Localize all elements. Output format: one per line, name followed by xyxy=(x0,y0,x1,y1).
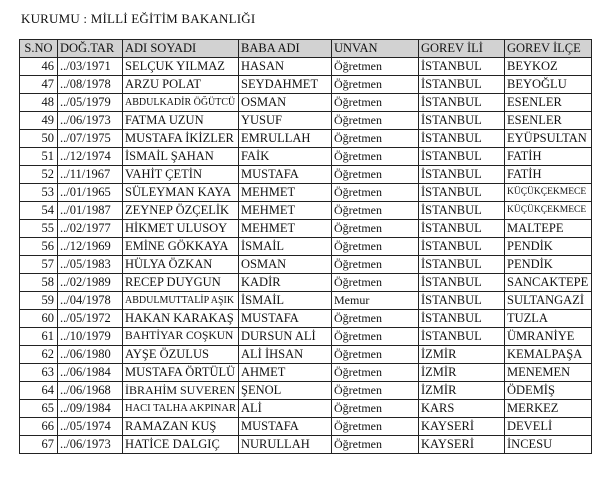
table-row xyxy=(20,274,592,292)
column-header-province: GOREV İLİ xyxy=(419,40,505,58)
title-cell: Öğretmen xyxy=(332,400,419,418)
sno-cell: 66 xyxy=(20,418,58,436)
birth-date-cell: ../03/1971 xyxy=(58,58,123,76)
province-cell: KAYSERİ xyxy=(419,418,505,436)
district-cell: MERKEZ xyxy=(505,400,592,418)
father-name-cell: MUSTAFA xyxy=(239,166,332,184)
province-cell: KARS xyxy=(419,400,505,418)
birth-date-cell: ../08/1978 xyxy=(58,76,123,94)
sno-cell: 65 xyxy=(20,400,58,418)
father-name-cell: EMRULLAH xyxy=(239,130,332,148)
name-cell: ZEYNEP ÖZÇELİK xyxy=(123,202,239,220)
father-name-cell: MEHMET xyxy=(239,220,332,238)
birth-date-cell: ../05/1983 xyxy=(58,256,123,274)
table-row xyxy=(20,310,592,328)
father-name-cell: MUSTAFA xyxy=(239,418,332,436)
district-cell: İNCESU xyxy=(505,436,592,454)
name-cell: FATMA UZUN xyxy=(123,112,239,130)
table-row xyxy=(20,418,592,436)
table-row xyxy=(20,328,592,346)
name-cell: HÜLYA ÖZKAN xyxy=(123,256,239,274)
table-row xyxy=(20,292,592,310)
district-cell: SANCAKTEPE xyxy=(505,274,592,292)
title-cell: Öğretmen xyxy=(332,256,419,274)
title-cell: Öğretmen xyxy=(332,382,419,400)
title-cell: Öğretmen xyxy=(332,220,419,238)
father-name-cell: MUSTAFA xyxy=(239,310,332,328)
table-row xyxy=(20,346,592,364)
father-name-cell: OSMAN xyxy=(239,94,332,112)
sno-cell: 51 xyxy=(20,148,58,166)
district-cell: ÜMRANİYE xyxy=(505,328,592,346)
sno-cell: 53 xyxy=(20,184,58,202)
district-cell: BEYOĞLU xyxy=(505,76,592,94)
table-header-row xyxy=(20,40,592,58)
sno-cell: 56 xyxy=(20,238,58,256)
title-cell: Öğretmen xyxy=(332,328,419,346)
birth-date-cell: ../06/1973 xyxy=(58,112,123,130)
district-cell: TUZLA xyxy=(505,310,592,328)
father-name-cell: OSMAN xyxy=(239,256,332,274)
district-cell: KEMALPAŞA xyxy=(505,346,592,364)
father-name-cell: ALİ xyxy=(239,400,332,418)
province-cell: İSTANBUL xyxy=(419,310,505,328)
district-cell: FATİH xyxy=(505,148,592,166)
sno-cell: 55 xyxy=(20,220,58,238)
father-name-cell: İSMAİL xyxy=(239,292,332,310)
column-header-title: UNVAN xyxy=(332,40,419,58)
province-cell: İSTANBUL xyxy=(419,220,505,238)
name-cell: SÜLEYMAN KAYA xyxy=(123,184,239,202)
birth-date-cell: ../06/1968 xyxy=(58,382,123,400)
birth-date-cell: ../04/1978 xyxy=(58,292,123,310)
district-cell: MENEMEN xyxy=(505,364,592,382)
sno-cell: 64 xyxy=(20,382,58,400)
title-cell: Öğretmen xyxy=(332,202,419,220)
district-cell: PENDİK xyxy=(505,256,592,274)
district-cell: ÖDEMİŞ xyxy=(505,382,592,400)
title-cell: Öğretmen xyxy=(332,346,419,364)
birth-date-cell: ../05/1974 xyxy=(58,418,123,436)
district-cell: MALTEPE xyxy=(505,220,592,238)
birth-date-cell: ../05/1972 xyxy=(58,310,123,328)
title-cell: Öğretmen xyxy=(332,436,419,454)
province-cell: İSTANBUL xyxy=(419,184,505,202)
table-row xyxy=(20,220,592,238)
district-cell: BEYKOZ xyxy=(505,58,592,76)
title-cell: Öğretmen xyxy=(332,364,419,382)
province-cell: İSTANBUL xyxy=(419,58,505,76)
column-header-father-name: BABA ADI xyxy=(239,40,332,58)
title-cell: Öğretmen xyxy=(332,148,419,166)
province-cell: İSTANBUL xyxy=(419,76,505,94)
name-cell: İSMAİL ŞAHAN xyxy=(123,148,239,166)
title-cell: Öğretmen xyxy=(332,94,419,112)
name-cell: RAMAZAN KUŞ xyxy=(123,418,239,436)
district-cell: SULTANGAZİ xyxy=(505,292,592,310)
title-cell: Öğretmen xyxy=(332,112,419,130)
district-cell: PENDİK xyxy=(505,238,592,256)
title-cell: Öğretmen xyxy=(332,184,419,202)
table-row xyxy=(20,94,592,112)
birth-date-cell: ../12/1974 xyxy=(58,148,123,166)
document-title: KURUMU : MİLLİ EĞİTİM BAKANLIĞI xyxy=(21,11,256,26)
table-row xyxy=(20,166,592,184)
name-cell: MUSTAFA İKİZLER xyxy=(123,130,239,148)
column-header-birth-date: DOĞ.TAR xyxy=(58,40,123,58)
birth-date-cell: ../02/1989 xyxy=(58,274,123,292)
father-name-cell: YUSUF xyxy=(239,112,332,130)
birth-date-cell: ../09/1984 xyxy=(58,400,123,418)
province-cell: İSTANBUL xyxy=(419,256,505,274)
province-cell: İSTANBUL xyxy=(419,274,505,292)
name-cell: HAKAN KARAKAŞ xyxy=(123,310,239,328)
title-cell: Öğretmen xyxy=(332,58,419,76)
province-cell: İSTANBUL xyxy=(419,112,505,130)
name-cell: RECEP DUYGUN xyxy=(123,274,239,292)
name-cell: HATİCE DALGIÇ xyxy=(123,436,239,454)
table-row xyxy=(20,436,592,454)
sno-cell: 48 xyxy=(20,94,58,112)
name-cell: HACI TALHA AKPINAR xyxy=(123,400,239,418)
birth-date-cell: ../02/1977 xyxy=(58,220,123,238)
name-cell: ARZU POLAT xyxy=(123,76,239,94)
table-row xyxy=(20,184,592,202)
birth-date-cell: ../07/1975 xyxy=(58,130,123,148)
table-row xyxy=(20,76,592,94)
father-name-cell: NURULLAH xyxy=(239,436,332,454)
province-cell: İSTANBUL xyxy=(419,202,505,220)
name-cell: ABDULMUTTALİP AŞIK xyxy=(123,292,239,310)
province-cell: İZMİR xyxy=(419,382,505,400)
father-name-cell: FAİK xyxy=(239,148,332,166)
province-cell: İZMİR xyxy=(419,346,505,364)
birth-date-cell: ../05/1979 xyxy=(58,94,123,112)
table-row xyxy=(20,256,592,274)
province-cell: İSTANBUL xyxy=(419,328,505,346)
name-cell: SELÇUK YILMAZ xyxy=(123,58,239,76)
birth-date-cell: ../01/1987 xyxy=(58,202,123,220)
district-cell: ESENLER xyxy=(505,112,592,130)
birth-date-cell: ../01/1965 xyxy=(58,184,123,202)
title-cell: Öğretmen xyxy=(332,238,419,256)
table-row xyxy=(20,382,592,400)
district-cell: ESENLER xyxy=(505,94,592,112)
sno-cell: 58 xyxy=(20,274,58,292)
father-name-cell: ŞENOL xyxy=(239,382,332,400)
sno-cell: 49 xyxy=(20,112,58,130)
personnel-table xyxy=(19,39,592,454)
district-cell: KÜÇÜKÇEKMECE xyxy=(505,184,592,202)
table-row xyxy=(20,112,592,130)
name-cell: MUSTAFA ÖRTÜLÜ xyxy=(123,364,239,382)
title-cell: Öğretmen xyxy=(332,274,419,292)
title-cell: Öğretmen xyxy=(332,310,419,328)
column-header-name: ADI SOYADI xyxy=(123,40,239,58)
birth-date-cell: ../10/1979 xyxy=(58,328,123,346)
birth-date-cell: ../06/1984 xyxy=(58,364,123,382)
title-cell: Öğretmen xyxy=(332,76,419,94)
province-cell: İSTANBUL xyxy=(419,94,505,112)
father-name-cell: İSMAİL xyxy=(239,238,332,256)
sno-cell: 57 xyxy=(20,256,58,274)
name-cell: AYŞE ÖZULUS xyxy=(123,346,239,364)
sno-cell: 59 xyxy=(20,292,58,310)
table-row xyxy=(20,58,592,76)
province-cell: İSTANBUL xyxy=(419,292,505,310)
birth-date-cell: ../06/1973 xyxy=(58,436,123,454)
father-name-cell: AHMET xyxy=(239,364,332,382)
name-cell: ABDULKADİR ÖĞÜTCÜ xyxy=(123,94,239,112)
province-cell: İSTANBUL xyxy=(419,130,505,148)
name-cell: BAHTİYAR COŞKUN xyxy=(123,328,239,346)
table-row xyxy=(20,148,592,166)
father-name-cell: ALİ İHSAN xyxy=(239,346,332,364)
table-row xyxy=(20,238,592,256)
title-cell: Memur xyxy=(332,292,419,310)
father-name-cell: SEYDAHMET xyxy=(239,76,332,94)
province-cell: İSTANBUL xyxy=(419,148,505,166)
father-name-cell: MEHMET xyxy=(239,202,332,220)
father-name-cell: HASAN xyxy=(239,58,332,76)
district-cell: EYÜPSULTAN xyxy=(505,130,592,148)
district-cell: FATİH xyxy=(505,166,592,184)
name-cell: VAHİT ÇETİN xyxy=(123,166,239,184)
table-row xyxy=(20,202,592,220)
birth-date-cell: ../06/1980 xyxy=(58,346,123,364)
column-header-sno: S.NO xyxy=(20,40,58,58)
district-cell: DEVELİ xyxy=(505,418,592,436)
title-cell: Öğretmen xyxy=(332,418,419,436)
title-cell: Öğretmen xyxy=(332,166,419,184)
sno-cell: 63 xyxy=(20,364,58,382)
father-name-cell: DURSUN ALİ xyxy=(239,328,332,346)
sno-cell: 50 xyxy=(20,130,58,148)
father-name-cell: KADİR xyxy=(239,274,332,292)
sno-cell: 67 xyxy=(20,436,58,454)
province-cell: İZMİR xyxy=(419,364,505,382)
table-row xyxy=(20,130,592,148)
birth-date-cell: ../12/1969 xyxy=(58,238,123,256)
sno-cell: 60 xyxy=(20,310,58,328)
name-cell: HİKMET ULUSOY xyxy=(123,220,239,238)
father-name-cell: MEHMET xyxy=(239,184,332,202)
province-cell: İSTANBUL xyxy=(419,166,505,184)
sno-cell: 46 xyxy=(20,58,58,76)
district-cell: KÜÇÜKÇEKMECE xyxy=(505,202,592,220)
table-row xyxy=(20,364,592,382)
province-cell: KAYSERİ xyxy=(419,436,505,454)
sno-cell: 52 xyxy=(20,166,58,184)
sno-cell: 54 xyxy=(20,202,58,220)
sno-cell: 62 xyxy=(20,346,58,364)
sno-cell: 61 xyxy=(20,328,58,346)
name-cell: EMİNE GÖKKAYA xyxy=(123,238,239,256)
table-row xyxy=(20,400,592,418)
title-cell: Öğretmen xyxy=(332,130,419,148)
province-cell: İSTANBUL xyxy=(419,238,505,256)
sno-cell: 47 xyxy=(20,76,58,94)
column-header-district: GOREV İLÇE xyxy=(505,40,592,58)
birth-date-cell: ../11/1967 xyxy=(58,166,123,184)
name-cell: İBRAHİM SUVEREN xyxy=(123,382,239,400)
